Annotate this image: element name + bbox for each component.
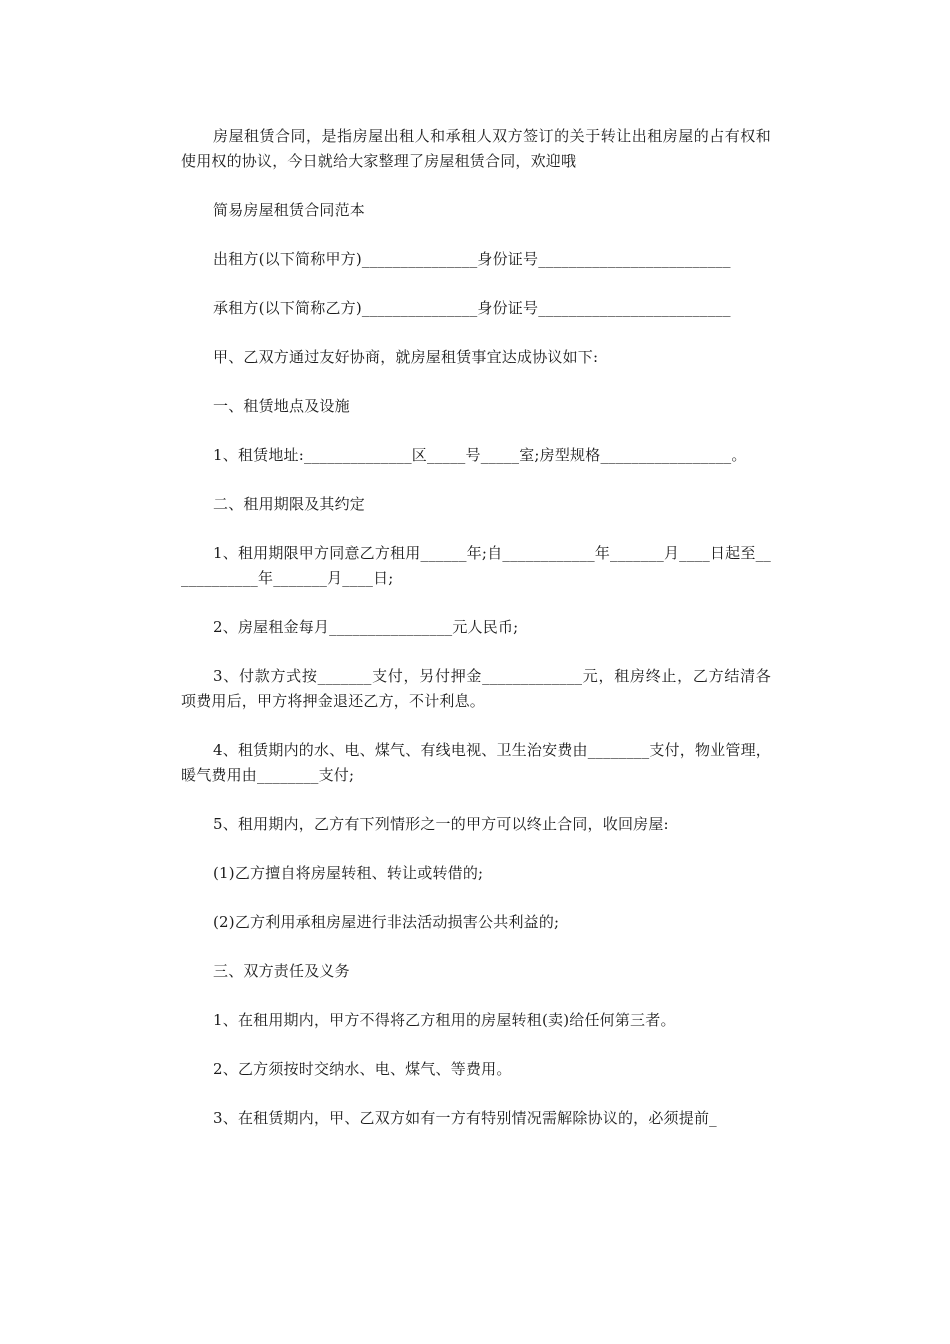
duty-item-1: 1、在租用期内，甲方不得将乙方租用的房屋转租(卖)给任何第三者。 xyxy=(213,1011,676,1029)
lessor-line: 出租方(以下简称甲方)_______________身份证号_________________________ xyxy=(213,250,731,268)
section-heading-3: 三、双方责任及义务 xyxy=(213,962,350,980)
clause-rent: 2、房屋租金每月________________元人民币; xyxy=(213,618,519,636)
clause-term: 1、租用期限甲方同意乙方租用______年;自____________年_______月____日起至____________年_______月____日; xyxy=(181,544,771,587)
contract-title: 简易房屋租赁合同范本 xyxy=(213,201,366,219)
termination-item-1: (1)乙方擅自将房屋转租、转让或转借的; xyxy=(213,864,484,882)
clause-termination: 5、租用期内，乙方有下列情形之一的甲方可以终止合同，收回房屋: xyxy=(213,815,669,833)
document-body xyxy=(181,124,771,1155)
duty-item-2: 2、乙方须按时交纳水、电、煤气、等费用。 xyxy=(213,1060,512,1078)
termination-item-2: (2)乙方利用承租房屋进行非法活动损害公共利益的; xyxy=(213,913,560,931)
section-heading-2: 二、租用期限及其约定 xyxy=(213,495,366,513)
lessee-line: 承租方(以下简称乙方)_______________身份证号_________________________ xyxy=(213,299,731,317)
clause-payment: 3、付款方式按_______支付，另付押金_____________元，租房终止，乙方结清各项费用后，甲方将押金退还乙方，不计利息。 xyxy=(181,667,771,710)
duty-item-3: 3、在租赁期内，甲、乙双方如有一方有特别情况需解除协议的，必须提前_ xyxy=(213,1109,717,1127)
section-heading-1: 一、租赁地点及设施 xyxy=(213,397,350,415)
agreement-preamble: 甲、乙双方通过友好协商，就房屋租赁事宜达成协议如下: xyxy=(213,348,599,366)
clause-address: 1、租赁地址:______________区_____号_____室;房型规格_________________。 xyxy=(213,446,747,464)
clause-utilities: 4、租赁期内的水、电、煤气、有线电视、卫生治安费由________支付，物业管理，暖气费用由________支付; xyxy=(181,741,771,784)
intro-paragraph: 房屋租赁合同，是指房屋出租人和承租人双方签订的关于转让出租房屋的占有权和使用权的协议，今日就给大家整理了房屋租赁合同，欢迎哦 xyxy=(181,127,771,170)
